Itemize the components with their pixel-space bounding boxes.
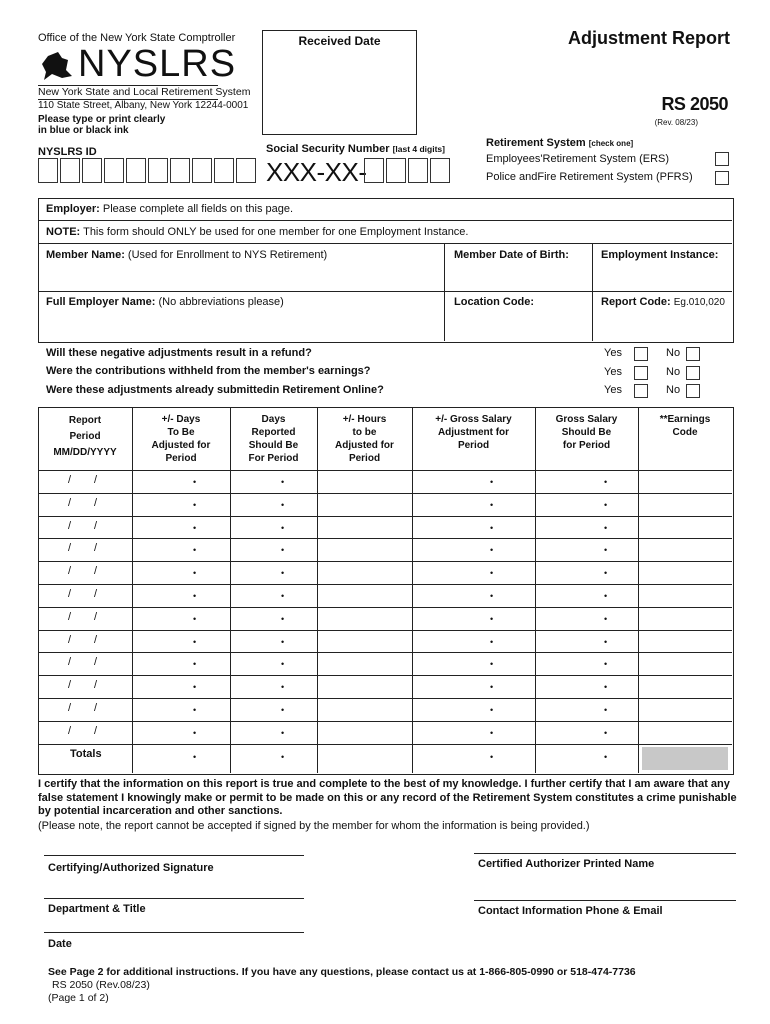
date-slash: / [94, 633, 98, 646]
decimal-dot: • [193, 727, 197, 738]
decimal-dot: • [490, 659, 494, 670]
form-title: Adjustment Report [568, 28, 730, 48]
totals-label: Totals [70, 747, 102, 760]
table-header-text: +/- Days [161, 414, 201, 425]
date-slash: / [68, 519, 72, 532]
decimal-dot: • [193, 477, 197, 487]
table-cell[interactable] [413, 676, 534, 697]
table-header-text: MM/DD/YYYY [53, 447, 117, 458]
table-cell[interactable] [318, 631, 411, 652]
table-cell[interactable] [39, 676, 131, 697]
date-slash: / [68, 542, 72, 555]
table-cell[interactable] [133, 494, 229, 515]
date-field[interactable]: Date [48, 938, 72, 950]
table-header-text: Period [348, 453, 381, 464]
table-header-cell [412, 413, 535, 452]
contributions-no-label: No [666, 366, 681, 378]
decimal-dot: • [193, 522, 197, 533]
table-cell[interactable] [318, 722, 411, 743]
ssn-label: Social Security Number [last 4 digits] [266, 143, 445, 155]
nyslrs-id-label: NYSLRS ID [38, 146, 97, 158]
table-cell[interactable] [39, 539, 131, 560]
date-slash: / [94, 542, 98, 555]
decimal-dot: • [193, 751, 197, 762]
decimal-dot: • [193, 636, 197, 647]
table-cell[interactable] [318, 471, 411, 492]
table-cell[interactable] [39, 631, 131, 652]
table-cell[interactable] [39, 653, 131, 674]
table-cell[interactable] [231, 608, 316, 629]
table-cell[interactable] [231, 562, 316, 583]
table-header-text: Period [69, 431, 101, 442]
dob-field[interactable]: Member Date of Birth: [454, 249, 569, 261]
table-cell[interactable] [133, 699, 229, 720]
totals-cell[interactable] [133, 745, 229, 772]
decimal-dot: • [281, 568, 285, 579]
table-header-cell [317, 413, 412, 465]
footer-contact: See Page 2 for additional instructions. If you have any questions, please contact us at 1-866-805-0990 or 518-474-7736 [48, 966, 636, 978]
table-cell[interactable] [231, 631, 316, 652]
instruction-line-1: Please type or print clearly [38, 114, 166, 125]
employment-instance-field[interactable]: Employment Instance: [601, 249, 719, 261]
table-cell[interactable] [536, 517, 637, 538]
table-cell[interactable] [133, 517, 229, 538]
totals-shaded-cell [642, 747, 728, 770]
date-slash: / [68, 588, 72, 600]
decimal-dot: • [604, 659, 608, 670]
decimal-dot: • [604, 522, 608, 533]
totals-cell[interactable] [318, 745, 411, 772]
table-cell[interactable] [318, 608, 411, 629]
question-contributions: Were the contributions withheld from the member's earnings? [46, 365, 371, 377]
table-header-text: Gross Salary [555, 414, 618, 425]
decimal-dot: • [193, 545, 197, 556]
table-cell[interactable] [39, 608, 131, 629]
employer-instruction: Employer: Please complete all fields on this page. [46, 203, 294, 215]
decimal-dot: • [490, 499, 494, 510]
employment-note: NOTE: This form should ONLY be used for one member for one Employment Instance. [46, 226, 469, 238]
date-slash: / [94, 565, 98, 578]
table-cell[interactable] [536, 676, 637, 697]
decimal-dot: • [193, 705, 197, 715]
decimal-dot: • [490, 613, 494, 624]
decimal-dot: • [604, 499, 608, 510]
table-header-cell [132, 413, 230, 465]
decimal-dot: • [490, 705, 494, 715]
table-header-text: For Period [248, 453, 299, 464]
table-cell[interactable] [639, 562, 731, 583]
table-cell[interactable] [39, 517, 131, 538]
instruction-line-2: in blue or black ink [38, 125, 129, 136]
table-cell[interactable] [536, 585, 637, 606]
revision: (Rev. 08/23) [654, 118, 698, 127]
decimal-dot: • [604, 591, 608, 601]
logo-text: NYSLRS [78, 43, 237, 85]
decimal-dot: • [490, 477, 494, 487]
question-refund: Will these negative adjustments result in a refund? [46, 347, 312, 359]
date-slash: / [94, 656, 98, 669]
address: 110 State Street, Albany, New York 12244-0001 [38, 100, 249, 111]
full-employer-field[interactable]: Full Employer Name: (No abbreviations please) [46, 296, 284, 308]
table-cell[interactable] [231, 699, 316, 720]
table-cell[interactable] [318, 494, 411, 515]
decimal-dot: • [490, 682, 494, 693]
date-slash: / [68, 610, 72, 623]
table-cell[interactable] [536, 722, 637, 743]
submitted-yes-label: Yes [604, 384, 622, 396]
table-header-text: Adjusted for [151, 440, 211, 451]
table-cell[interactable] [39, 585, 131, 606]
table-cell[interactable] [318, 585, 411, 606]
table-cell[interactable] [413, 494, 534, 515]
table-header-cell [638, 413, 732, 439]
decimal-dot: • [604, 705, 608, 715]
table-cell[interactable] [413, 539, 534, 560]
printed-name-field[interactable]: Certified Authorizer Printed Name [478, 858, 655, 870]
decimal-dot: • [281, 522, 285, 533]
date-slash: / [68, 565, 72, 578]
decimal-dot: • [193, 591, 197, 601]
decimal-dot: • [604, 613, 608, 624]
table-header-text: Reported [251, 427, 296, 438]
date-slash: / [94, 474, 98, 486]
system-name: New York State and Local Retirement System [38, 86, 251, 98]
decimal-dot: • [604, 636, 608, 647]
decimal-dot: • [281, 591, 285, 601]
report-code-field[interactable]: Report Code: Eg.010,020 [601, 296, 725, 308]
table-cell[interactable] [39, 699, 131, 720]
table-cell[interactable] [639, 676, 731, 697]
table-cell[interactable] [639, 699, 731, 720]
certification-note: (Please note, the report cannot be accepted if signed by the member for whom the information is being provided.) [38, 820, 590, 832]
footer-page: (Page 1 of 2) [48, 992, 109, 1004]
table-header-text: Should Be [561, 427, 612, 438]
retirement-system-label: Retirement System [check one] [486, 137, 634, 149]
decimal-dot: • [193, 682, 197, 693]
table-cell[interactable] [639, 631, 731, 652]
table-cell[interactable] [413, 608, 534, 629]
table-cell[interactable] [318, 517, 411, 538]
table-cell[interactable] [639, 585, 731, 606]
decimal-dot: • [193, 499, 197, 510]
table-cell[interactable] [639, 653, 731, 674]
table-cell[interactable] [536, 653, 637, 674]
table-header-text: To Be [167, 427, 195, 438]
table-cell[interactable] [133, 562, 229, 583]
contact-info-field[interactable]: Contact Information Phone & Email [478, 905, 663, 917]
table-cell[interactable] [133, 539, 229, 560]
table-cell[interactable] [231, 676, 316, 697]
table-cell[interactable] [133, 608, 229, 629]
date-slash: / [94, 496, 98, 509]
table-header-text: Period [165, 453, 197, 464]
table-cell[interactable] [413, 631, 534, 652]
date-slash: / [68, 633, 72, 646]
refund-no-label: No [666, 347, 681, 359]
table-cell[interactable] [413, 722, 534, 743]
table-cell[interactable] [413, 471, 534, 492]
decimal-dot: • [281, 727, 285, 738]
decimal-dot: • [604, 751, 608, 762]
table-cell[interactable] [39, 562, 131, 583]
decimal-dot: • [281, 705, 285, 715]
table-cell[interactable] [536, 494, 637, 515]
refund-yes-label: Yes [604, 347, 622, 359]
table-header-text: for Period [562, 440, 611, 451]
table-cell[interactable] [133, 653, 229, 674]
date-slash: / [68, 496, 72, 509]
table-cell[interactable] [639, 608, 731, 629]
table-cell[interactable] [231, 585, 316, 606]
table-cell[interactable] [39, 494, 131, 515]
table-header-cell [535, 413, 638, 452]
certification-text: I certify that the information on this report is true and complete to the best of my knowledge. I further certify that I am aware that any false statement I knowingly make or permit to be made on this or any record of the Retirement System constitutes a crime punishable by potential incarceration and other sanctions. [38, 778, 737, 817]
decimal-dot: • [604, 545, 608, 556]
table-cell[interactable] [133, 585, 229, 606]
decimal-dot: • [281, 545, 285, 556]
date-slash: / [68, 474, 72, 486]
table-header-cell [230, 413, 317, 465]
date-slash: / [94, 702, 98, 714]
department-title-field[interactable]: Department & Title [48, 903, 146, 915]
table-header-text: **Earnings [659, 414, 711, 425]
decimal-dot: • [281, 636, 285, 647]
table-header-text: +/- Hours [342, 414, 387, 425]
date-slash: / [94, 724, 98, 737]
date-slash: / [94, 519, 98, 532]
table-cell[interactable] [413, 562, 534, 583]
decimal-dot: • [490, 591, 494, 601]
table-cell[interactable] [39, 471, 131, 492]
ers-label: Employees'Retirement System (ERS) [486, 153, 670, 165]
table-header-text: to be [352, 427, 377, 438]
signature-field[interactable]: Certifying/Authorized Signature [48, 862, 214, 874]
table-cell[interactable] [133, 676, 229, 697]
footer-form-rev: RS 2050 (Rev.08/23) [52, 979, 150, 991]
decimal-dot: • [193, 659, 197, 670]
decimal-dot: • [604, 568, 608, 579]
decimal-dot: • [490, 522, 494, 533]
table-cell[interactable] [231, 722, 316, 743]
table-cell[interactable] [318, 676, 411, 697]
decimal-dot: • [281, 682, 285, 693]
table-cell[interactable] [536, 539, 637, 560]
table-cell[interactable] [639, 471, 731, 492]
decimal-dot: • [490, 751, 494, 762]
date-slash: / [94, 610, 98, 623]
table-cell[interactable] [318, 539, 411, 560]
table-cell[interactable] [639, 494, 731, 515]
member-name-label: Member Name: (Used for Enrollment to NYS Retirement) [46, 249, 328, 261]
retirement-system-hint: [check one] [588, 139, 634, 148]
table-cell[interactable] [231, 539, 316, 560]
date-slash: / [68, 724, 72, 737]
decimal-dot: • [193, 613, 197, 624]
decimal-dot: • [604, 727, 608, 738]
decimal-dot: • [281, 499, 285, 510]
table-cell[interactable] [536, 471, 637, 492]
table-cell[interactable] [536, 608, 637, 629]
table-header-text: +/- Gross Salary [435, 414, 512, 425]
table-header-text: Report [68, 415, 102, 426]
question-submitted: Were these adjustments already submittedin Retirement Online? [46, 384, 384, 396]
form-number: RS 2050 [661, 94, 728, 114]
location-code-field[interactable]: Location Code: [454, 296, 535, 308]
date-slash: / [68, 679, 72, 692]
decimal-dot: • [490, 636, 494, 647]
received-date-label: Received Date [298, 34, 381, 48]
decimal-dot: • [281, 659, 285, 670]
decimal-dot: • [490, 545, 494, 556]
table-header-text: Should Be [248, 440, 299, 451]
table-header-text: Period [457, 440, 490, 451]
ssn-hint: [last 4 digits] [392, 144, 445, 154]
table-header-text: Code [672, 427, 698, 438]
table-header-text: Days [261, 414, 286, 425]
totals-cell[interactable] [413, 745, 534, 772]
table-header-text: Adjusted for [335, 440, 394, 451]
contributions-yes-label: Yes [604, 366, 622, 378]
table-cell[interactable] [231, 517, 316, 538]
table-cell[interactable] [413, 699, 534, 720]
date-slash: / [68, 702, 72, 714]
decimal-dot: • [281, 613, 285, 624]
table-cell[interactable] [536, 699, 637, 720]
table-cell[interactable] [318, 699, 411, 720]
table-cell[interactable] [536, 631, 637, 652]
table-cell[interactable] [318, 562, 411, 583]
pfrs-label: Police andFire Retirement System (PFRS) [486, 171, 693, 183]
table-cell[interactable] [133, 631, 229, 652]
table-header-text: Adjustment for [437, 427, 510, 438]
table-cell[interactable] [413, 585, 534, 606]
table-cell[interactable] [639, 722, 731, 743]
decimal-dot: • [281, 751, 285, 762]
table-cell[interactable] [133, 471, 229, 492]
decimal-dot: • [193, 568, 197, 579]
table-cell[interactable] [536, 562, 637, 583]
totals-cell[interactable] [536, 745, 637, 772]
table-header-cell [38, 413, 132, 461]
date-slash: / [94, 588, 98, 600]
table-cell[interactable] [39, 722, 131, 743]
table-cell[interactable] [231, 653, 316, 674]
table-cell[interactable] [133, 722, 229, 743]
decimal-dot: • [490, 568, 494, 579]
date-slash: / [68, 656, 72, 669]
decimal-dot: • [490, 727, 494, 738]
office-name: Office of the New York State Comptroller [38, 32, 236, 44]
totals-cell[interactable] [231, 745, 316, 772]
table-cell[interactable] [413, 653, 534, 674]
decimal-dot: • [281, 477, 285, 487]
decimal-dot: • [604, 682, 608, 693]
table-cell[interactable] [318, 653, 411, 674]
table-cell[interactable] [413, 517, 534, 538]
submitted-no-label: No [666, 384, 681, 396]
table-cell[interactable] [231, 494, 316, 515]
table-cell[interactable] [639, 539, 731, 560]
table-cell[interactable] [639, 517, 731, 538]
decimal-dot: • [604, 477, 608, 487]
date-slash: / [94, 679, 98, 692]
ssn-prefix: XXX-XX- [266, 157, 367, 187]
table-cell[interactable] [231, 471, 316, 492]
